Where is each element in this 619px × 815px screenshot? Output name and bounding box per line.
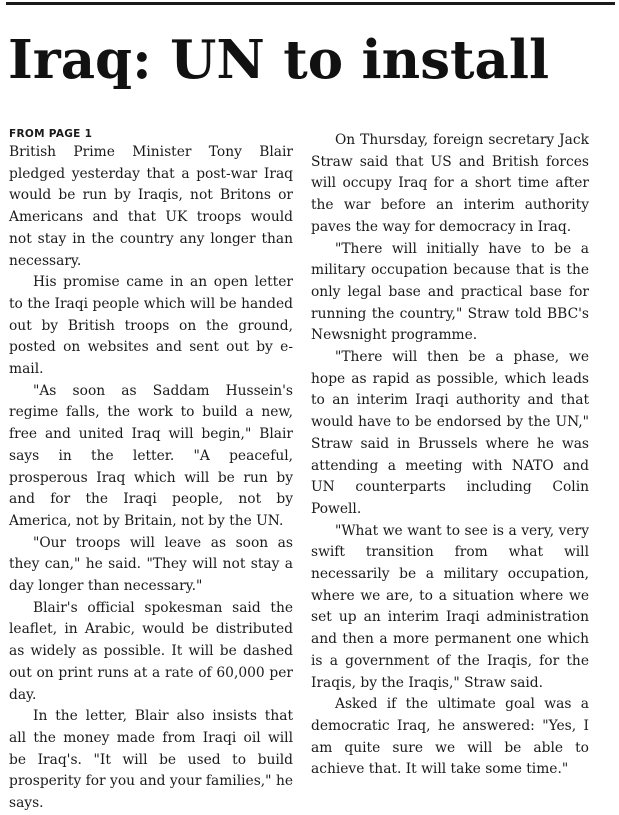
paragraph: Blair's official spokesman said the leaflet, in Arabic, would be distributed as widely as possible. It will be dashed out on print runs at a rate of 60,000 per day. — [9, 599, 293, 703]
headline: Iraq: UN to install — [8, 29, 550, 91]
paragraph: In the letter, Blair also insists that all the money made from Iraqi oil will be Iraq's. "It will be used to build prosperity for you and your families," he says. — [9, 708, 293, 812]
paragraph: "As soon as Saddam Hussein's regime falls, the work to build a new, free and united Iraq will begin," Blair says in the letter. "A peaceful, prosperous Iraq which will be run by and for the Iraqi people, not by America, not by Britain, not by the UN. — [9, 382, 293, 529]
right-column — [311, 130, 589, 781]
paragraph: "Our troops will leave as soon as they can," he said. "They will not stay a day longer than necessary." — [9, 534, 293, 595]
paragraph: British Prime Minister Tony Blair pledged yesterday that a post-war Iraq would be run by Iraqis, not Britons or Americans and that UK troops would not stay in the country any longer than necessary. — [9, 144, 293, 269]
jump-label: FROM PAGE 1 — [9, 128, 93, 140]
left-column — [9, 126, 293, 815]
paragraph: "What we want to see is a very, very swift transition from what will necessarily be a military occupation, where we are, to a situation where we set up an interim Iraqi administration and then a more permanent one which is a government of the Iraqis, for the Iraqis, by the Iraqis," Straw said. — [311, 522, 589, 691]
paragraph: "There will initially have to be a military occupation because that is the only legal base and practical base for running the country," Straw told BBC's Newsnight programme. — [311, 240, 589, 344]
top-rule — [6, 2, 615, 5]
paragraph: Asked if the ultimate goal was a democratic Iraq, he answered: "Yes, I am quite sure we will be able to achieve that. It will take some time." — [311, 696, 589, 778]
paragraph: "There will then be a phase, we hope as rapid as possible, which leads to an interim Iraqi authority and that would have to be endorsed by the UN," Straw said in Brussels where he was attending a meeting with NATO and UN counterparts including Colin Powell. — [311, 349, 589, 517]
paragraph: His promise came in an open letter to the Iraqi people which will be handed out by British troops on the ground, posted on websites and sent out by e-mail. — [9, 274, 293, 378]
paragraph: On Thursday, foreign secretary Jack Straw said that US and British forces will occupy Iraq for a short time after the war before an interim authority paves the way for democracy in Iraq. — [311, 132, 589, 235]
